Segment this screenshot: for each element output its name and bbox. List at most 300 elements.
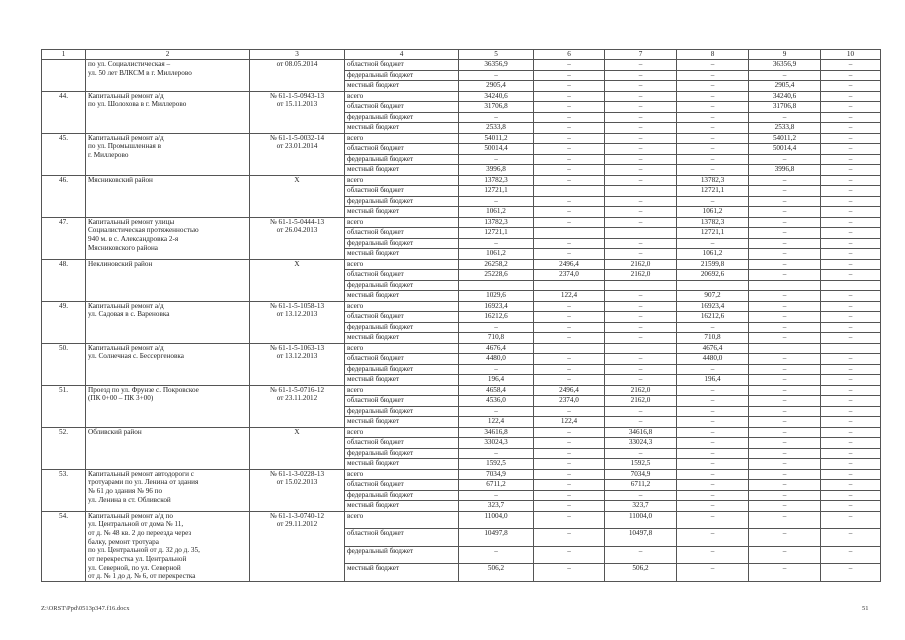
object-name-line: от д. № 48 кв. 2 до переезда через <box>88 528 192 537</box>
amount-cell: – <box>534 112 605 123</box>
column-number-header: 6 <box>534 50 605 60</box>
amount-cell: – <box>821 291 881 302</box>
amount-cell: 10497,8 <box>459 529 534 547</box>
amount-cell: 4480,0 <box>459 354 534 365</box>
amount-cell: – <box>459 448 534 459</box>
amount-cell: – <box>821 375 881 386</box>
funding-source: местный бюджет <box>345 81 459 92</box>
amount-cell: 196,4 <box>677 375 749 386</box>
object-name-line: Капитальный ремонт а/д по <box>88 511 173 520</box>
amount-cell: – <box>677 91 749 102</box>
document-reference-line: № 61-1-5-0032-14 <box>269 133 325 142</box>
amount-cell: – <box>821 406 881 417</box>
object-name-line: № 61 до здания № 96 по <box>88 486 163 495</box>
amount-cell: 506,2 <box>459 564 534 582</box>
amount-cell: – <box>677 364 749 375</box>
amount-cell: 34240,6 <box>749 91 821 102</box>
document-reference <box>250 60 345 92</box>
funding-source: областной бюджет <box>345 354 459 365</box>
amount-cell: – <box>749 546 821 564</box>
amount-cell: 2533,8 <box>749 123 821 134</box>
amount-cell: – <box>821 333 881 344</box>
funding-source: областной бюджет <box>345 102 459 113</box>
document-reference <box>250 91 345 133</box>
amount-cell: – <box>605 165 677 176</box>
amount-cell: – <box>749 501 821 512</box>
amount-cell: – <box>677 406 749 417</box>
amount-cell: – <box>821 312 881 323</box>
amount-cell: – <box>605 249 677 260</box>
column-number-header: 9 <box>749 50 821 60</box>
item-number: 47. <box>42 217 86 259</box>
document-reference-line: от 15.11.2013 <box>276 100 318 109</box>
amount-cell: – <box>821 238 881 249</box>
amount-cell: – <box>534 546 605 564</box>
amount-cell: – <box>459 406 534 417</box>
amount-cell: – <box>821 501 881 512</box>
amount-cell: – <box>677 102 749 113</box>
object-name-line: ул. Солнечная с. Бессергеновка <box>88 352 184 361</box>
document-reference-line: от 29.11.2012 <box>276 520 318 529</box>
amount-cell: – <box>605 291 677 302</box>
document-reference <box>250 343 345 385</box>
item-number: 50. <box>42 343 86 385</box>
amount-cell: – <box>677 480 749 491</box>
item-number: 54. <box>42 511 86 582</box>
amount-cell: – <box>749 249 821 260</box>
funding-source: областной бюджет <box>345 186 459 197</box>
object-name-line: ул. 50 лет ВЛКСМ в г. Миллерово <box>88 68 192 77</box>
amount-cell: – <box>605 238 677 249</box>
amount-cell <box>821 343 881 354</box>
amount-cell: – <box>534 469 605 480</box>
footer-page-number: 51 <box>862 605 869 612</box>
object-name-line: от д. № 1 до д. № 6, от перекрестка <box>88 572 196 581</box>
amount-cell: – <box>534 217 605 228</box>
amount-cell: 16212,6 <box>677 312 749 323</box>
amount-cell: – <box>677 469 749 480</box>
object-name <box>86 133 250 175</box>
object-name-line: ул. Садовая в с. Вареновка <box>88 310 170 319</box>
amount-cell: – <box>821 270 881 281</box>
table-row <box>42 91 881 102</box>
funding-source: федеральный бюджет <box>345 238 459 249</box>
amount-cell <box>534 280 605 291</box>
amount-cell: 13782,3 <box>459 175 534 186</box>
amount-cell: 31706,8 <box>749 102 821 113</box>
amount-cell: – <box>749 312 821 323</box>
amount-cell: – <box>605 112 677 123</box>
amount-cell: – <box>534 144 605 155</box>
amount-cell: – <box>605 102 677 113</box>
amount-cell: – <box>534 459 605 470</box>
amount-cell: – <box>605 490 677 501</box>
amount-cell: 12721,1 <box>459 186 534 197</box>
object-name-line: Капитальный ремонт автодороги с <box>88 469 194 478</box>
amount-cell: – <box>534 123 605 134</box>
amount-cell: 122,4 <box>534 291 605 302</box>
amount-cell: 34616,8 <box>459 427 534 438</box>
funding-source: всего <box>345 175 459 186</box>
object-name <box>86 469 250 511</box>
amount-cell: – <box>821 385 881 396</box>
amount-cell: – <box>749 175 821 186</box>
amount-cell: 6711,2 <box>605 480 677 491</box>
amount-cell: – <box>605 196 677 207</box>
amount-cell: – <box>749 564 821 582</box>
header-row <box>42 50 881 60</box>
funding-source: всего <box>345 343 459 354</box>
funding-source: областной бюджет <box>345 270 459 281</box>
amount-cell: – <box>677 417 749 428</box>
object-name-line: Капитальный ремонт а/д <box>88 91 164 100</box>
amount-cell: – <box>605 546 677 564</box>
amount-cell: – <box>821 546 881 564</box>
amount-cell: – <box>605 91 677 102</box>
amount-cell: – <box>605 417 677 428</box>
amount-cell: – <box>534 154 605 165</box>
amount-cell: 710,8 <box>677 333 749 344</box>
amount-cell: 34240,6 <box>459 91 534 102</box>
amount-cell: 31706,8 <box>459 102 534 113</box>
amount-cell: – <box>605 322 677 333</box>
amount-cell: – <box>749 480 821 491</box>
amount-cell: – <box>677 196 749 207</box>
amount-cell: 1592,5 <box>459 459 534 470</box>
amount-cell: – <box>749 322 821 333</box>
amount-cell: 1061,2 <box>677 249 749 260</box>
document-reference <box>250 469 345 511</box>
funding-source: всего <box>345 469 459 480</box>
column-number-header: 3 <box>250 50 345 60</box>
column-number-header: 5 <box>459 50 534 60</box>
amount-cell: – <box>749 490 821 501</box>
funding-source: всего <box>345 259 459 270</box>
amount-cell: – <box>821 459 881 470</box>
amount-cell: – <box>749 217 821 228</box>
amount-cell: – <box>821 112 881 123</box>
funding-source: областной бюджет <box>345 60 459 71</box>
footer-file-path: Z:\ORST\Ppd\0513p347.f16.docx <box>41 605 130 612</box>
amount-cell: 16923,4 <box>459 301 534 312</box>
amount-cell: – <box>821 144 881 155</box>
table-row <box>42 343 881 354</box>
amount-cell: – <box>605 123 677 134</box>
amount-cell: 4676,4 <box>459 343 534 354</box>
document-reference-line: № 61-1-3-0740-12 <box>269 511 325 520</box>
amount-cell: – <box>749 228 821 239</box>
amount-cell: – <box>749 511 821 529</box>
amount-cell: – <box>821 81 881 92</box>
amount-cell: – <box>605 81 677 92</box>
amount-cell: – <box>534 511 605 529</box>
amount-cell: – <box>821 91 881 102</box>
amount-cell: – <box>821 438 881 449</box>
amount-cell: – <box>677 438 749 449</box>
amount-cell: – <box>534 207 605 218</box>
column-number-header: 2 <box>86 50 250 60</box>
table-row <box>42 469 881 480</box>
amount-cell: – <box>534 91 605 102</box>
table-row <box>42 385 881 396</box>
document-reference-line: от 23.01.2014 <box>276 142 318 151</box>
amount-cell: – <box>821 154 881 165</box>
amount-cell: – <box>605 207 677 218</box>
amount-cell: – <box>677 448 749 459</box>
amount-cell: – <box>605 354 677 365</box>
amount-cell: – <box>605 175 677 186</box>
amount-cell: – <box>677 123 749 134</box>
object-name-line: по ул. Социалистическая – <box>88 60 171 68</box>
amount-cell: – <box>749 385 821 396</box>
amount-cell: – <box>749 112 821 123</box>
amount-cell: – <box>821 469 881 480</box>
amount-cell: – <box>605 60 677 71</box>
document-reference-line: от 26.04.2013 <box>276 226 318 235</box>
amount-cell: 33024,3 <box>459 438 534 449</box>
document-reference-line: от 13.12.2013 <box>276 310 318 319</box>
amount-cell: – <box>605 154 677 165</box>
amount-cell: 2905,4 <box>459 81 534 92</box>
object-name-line: Неклиновский район <box>88 259 153 268</box>
amount-cell: 54011,2 <box>459 133 534 144</box>
amount-cell: – <box>821 165 881 176</box>
amount-cell: – <box>534 301 605 312</box>
column-number-header: 1 <box>42 50 86 60</box>
amount-cell: – <box>459 70 534 81</box>
object-name <box>86 511 250 582</box>
amount-cell: – <box>821 354 881 365</box>
amount-cell: 50014,4 <box>749 144 821 155</box>
amount-cell: – <box>677 165 749 176</box>
funding-source: всего <box>345 511 459 529</box>
funding-source: местный бюджет <box>345 417 459 428</box>
table-row <box>42 301 881 312</box>
funding-source: всего <box>345 385 459 396</box>
amount-cell: – <box>749 417 821 428</box>
amount-cell: – <box>534 529 605 547</box>
amount-cell <box>749 343 821 354</box>
amount-cell: – <box>749 459 821 470</box>
amount-cell: – <box>605 301 677 312</box>
amount-cell: – <box>821 301 881 312</box>
amount-cell: – <box>605 133 677 144</box>
object-name-line: Капитальный ремонт улицы <box>88 217 175 226</box>
funding-source: федеральный бюджет <box>345 196 459 207</box>
amount-cell: – <box>749 259 821 270</box>
amount-cell: – <box>534 249 605 260</box>
table-row <box>42 259 881 270</box>
funding-source: местный бюджет <box>345 501 459 512</box>
object-name <box>86 217 250 259</box>
object-name-line: г. Миллерово <box>88 150 129 159</box>
amount-cell: 16212,6 <box>459 312 534 323</box>
document-reference-line: № 61-1-5-0716-12 <box>269 385 325 394</box>
document-reference-line: № 61-1-3-0228-13 <box>269 469 325 478</box>
object-name-line: ул. Северной, по ул. Северной <box>88 563 181 572</box>
amount-cell: – <box>459 154 534 165</box>
amount-cell: 12721,1 <box>677 186 749 197</box>
document-reference-line: X <box>294 259 300 268</box>
amount-cell: – <box>534 81 605 92</box>
object-name-line: балку, ремонт тротуара <box>88 537 159 546</box>
funding-source: местный бюджет <box>345 165 459 176</box>
amount-cell: – <box>749 375 821 386</box>
amount-cell: 323,7 <box>605 501 677 512</box>
budget-table <box>41 49 881 582</box>
funding-source: всего <box>345 91 459 102</box>
amount-cell: 2496,4 <box>534 385 605 396</box>
amount-cell: 1029,6 <box>459 291 534 302</box>
amount-cell: – <box>534 70 605 81</box>
amount-cell: 10497,8 <box>605 529 677 547</box>
amount-cell: – <box>534 490 605 501</box>
amount-cell: 3996,8 <box>749 165 821 176</box>
amount-cell: – <box>677 564 749 582</box>
amount-cell: – <box>749 354 821 365</box>
column-number-header: 8 <box>677 50 749 60</box>
amount-cell: 36356,9 <box>749 60 821 71</box>
amount-cell <box>534 186 605 197</box>
funding-source: областной бюджет <box>345 396 459 407</box>
amount-cell: – <box>749 448 821 459</box>
object-name-line: Капитальный ремонт а/д <box>88 343 164 352</box>
amount-cell: – <box>821 511 881 529</box>
amount-cell: – <box>821 228 881 239</box>
funding-source: областной бюджет <box>345 529 459 547</box>
amount-cell: – <box>677 60 749 71</box>
amount-cell: 710,8 <box>459 333 534 344</box>
amount-cell: – <box>677 133 749 144</box>
amount-cell: 2533,8 <box>459 123 534 134</box>
amount-cell: 13782,3 <box>677 217 749 228</box>
amount-cell <box>605 343 677 354</box>
document-reference <box>250 511 345 582</box>
amount-cell: 196,4 <box>459 375 534 386</box>
object-name-line: ул. Центральной от дома № 11, <box>88 520 184 529</box>
object-name <box>86 427 250 469</box>
object-name-line: от перекрестка ул. Центральной <box>88 555 187 564</box>
amount-cell: – <box>749 438 821 449</box>
object-name <box>86 301 250 343</box>
amount-cell: 25228,6 <box>459 270 534 281</box>
funding-source: федеральный бюджет <box>345 490 459 501</box>
amount-cell: 7034,9 <box>459 469 534 480</box>
amount-cell: – <box>821 102 881 113</box>
funding-source: федеральный бюджет <box>345 70 459 81</box>
amount-cell: – <box>605 406 677 417</box>
amount-cell: – <box>605 70 677 81</box>
amount-cell <box>534 343 605 354</box>
funding-source: местный бюджет <box>345 333 459 344</box>
funding-source: всего <box>345 133 459 144</box>
funding-source: всего <box>345 301 459 312</box>
amount-cell: – <box>534 406 605 417</box>
amount-cell: – <box>821 417 881 428</box>
document-reference <box>250 217 345 259</box>
amount-cell: 1061,2 <box>677 207 749 218</box>
amount-cell: – <box>534 175 605 186</box>
amount-cell: 36356,9 <box>459 60 534 71</box>
amount-cell <box>534 228 605 239</box>
amount-cell: – <box>821 259 881 270</box>
amount-cell: – <box>821 490 881 501</box>
amount-cell: – <box>534 364 605 375</box>
object-name-line: тротуарами по ул. Ленина от здания <box>88 478 199 487</box>
object-name <box>86 60 250 92</box>
object-name-line: 940 м. в с. Александровка 2-я <box>88 234 179 243</box>
amount-cell: 3996,8 <box>459 165 534 176</box>
amount-cell: – <box>821 186 881 197</box>
amount-cell: – <box>677 154 749 165</box>
amount-cell: – <box>677 112 749 123</box>
amount-cell: – <box>749 270 821 281</box>
amount-cell: – <box>821 396 881 407</box>
document-reference-line: от 13.12.2013 <box>276 352 318 361</box>
amount-cell: 506,2 <box>605 564 677 582</box>
amount-cell: 4536,0 <box>459 396 534 407</box>
amount-cell: – <box>605 312 677 323</box>
amount-cell: – <box>677 238 749 249</box>
amount-cell: – <box>534 501 605 512</box>
amount-cell: 2162,0 <box>605 259 677 270</box>
amount-cell: – <box>749 396 821 407</box>
document-reference-line: № 61-1-5-0444-13 <box>269 217 325 226</box>
amount-cell: – <box>534 102 605 113</box>
amount-cell: – <box>749 70 821 81</box>
amount-cell: 12721,1 <box>459 228 534 239</box>
amount-cell: – <box>459 238 534 249</box>
amount-cell: – <box>677 81 749 92</box>
amount-cell: – <box>459 490 534 501</box>
amount-cell: – <box>749 364 821 375</box>
document-reference-line: X <box>294 175 300 184</box>
amount-cell: – <box>677 70 749 81</box>
amount-cell: 323,7 <box>459 501 534 512</box>
document-reference-line: № 61-1-5-1058-13 <box>269 301 325 310</box>
amount-cell: – <box>534 196 605 207</box>
table-row <box>42 217 881 228</box>
amount-cell: 1061,2 <box>459 207 534 218</box>
table-row <box>42 60 881 71</box>
amount-cell: 2162,0 <box>605 270 677 281</box>
amount-cell: – <box>677 459 749 470</box>
funding-source: федеральный бюджет <box>345 112 459 123</box>
document-reference-line: от 23.11.2012 <box>276 394 318 403</box>
amount-cell: – <box>749 406 821 417</box>
amount-cell: – <box>534 480 605 491</box>
amount-cell: – <box>677 546 749 564</box>
document-reference-line: от 08.05.2014 <box>276 60 318 68</box>
item-number: 49. <box>42 301 86 343</box>
amount-cell: 4676,4 <box>677 343 749 354</box>
funding-source: местный бюджет <box>345 207 459 218</box>
funding-source: федеральный бюджет <box>345 280 459 291</box>
amount-cell: – <box>459 196 534 207</box>
object-name-line: ул. Ленина в ст. Обливской <box>88 495 171 504</box>
amount-cell: 2162,0 <box>605 385 677 396</box>
amount-cell: – <box>534 133 605 144</box>
funding-source: местный бюджет <box>345 459 459 470</box>
amount-cell: – <box>534 427 605 438</box>
amount-cell: – <box>459 322 534 333</box>
funding-source: федеральный бюджет <box>345 448 459 459</box>
amount-cell: – <box>821 60 881 71</box>
amount-cell: – <box>749 154 821 165</box>
amount-cell: – <box>749 291 821 302</box>
item-number: 48. <box>42 259 86 301</box>
amount-cell: – <box>821 564 881 582</box>
